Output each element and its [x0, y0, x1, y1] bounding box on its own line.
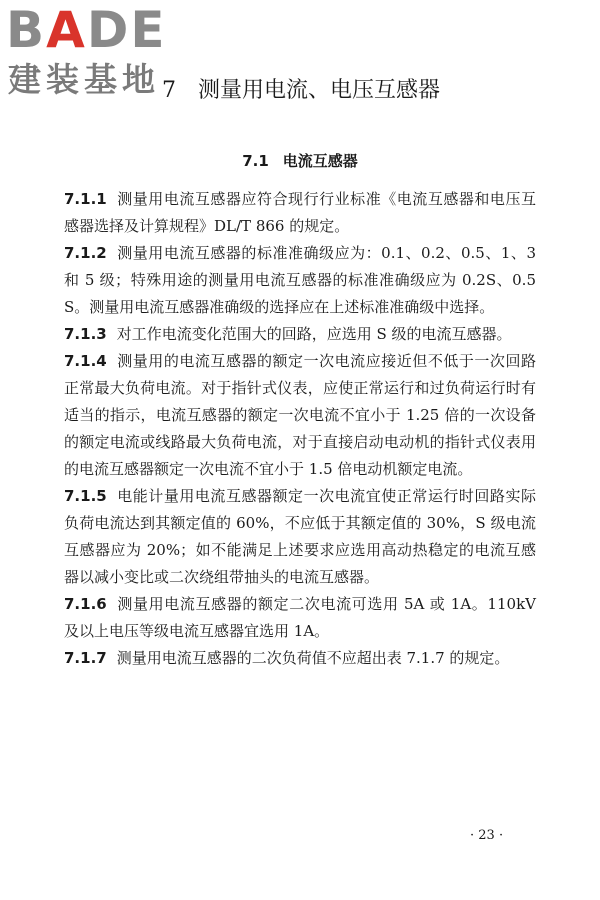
logo-letter-b: B	[6, 1, 47, 59]
clause-text: 测量用电流互感器应符合现行行业标准《电流互感器和电压互感器选择及计算规程》DL/T 866 的规定。	[64, 190, 536, 235]
clause-number: 7.1.4	[64, 352, 107, 370]
clause-number: 7.1.3	[64, 325, 107, 343]
chapter-title: 7 测量用电流、电压互感器	[162, 78, 440, 103]
clause-text: 测量用电流互感器的标准准确级应为：0.1、0.2、0.5、1、3 和 5 级；特殊用途的测量用电流互感器的标准准确级应为 0.2S、0.5S。测量用电流互感器准确级的选择应在上述标准准确级中选择。	[64, 244, 536, 316]
logo-letter-a-accent: A	[46, 1, 87, 59]
logo-wordmark	[6, 1, 167, 59]
clause-text: 测量用的电流互感器的额定一次电流应接近但不低于一次回路正常最大负荷电流。对于指针式仪表，应使正常运行和过负荷运行时有适当的指示，电流互感器的额定一次电流不宜小于 1.25 倍的一次设备的额定电流或线路最大负荷电流，对于直接启动电动机的指针式仪表用的电流互感器额定一次电流不宜小于 1.5 倍电动机额定电流。	[64, 352, 536, 478]
clause-7-1-2	[64, 240, 536, 321]
clause-7-1-1	[64, 186, 536, 240]
clause-text: 测量用电流互感器的额定二次电流可选用 5A 或 1A。110kV 及以上电压等级电流互感器宜选用 1A。	[64, 595, 536, 640]
section-number: 7.1	[242, 152, 269, 170]
clause-number: 7.1.7	[64, 649, 107, 667]
logo-subtitle: 建装基地	[8, 60, 160, 99]
bade-logo	[6, 1, 176, 100]
section-heading	[0, 150, 600, 172]
clause-text: 电能计量用电流互感器额定一次电流宜使正常运行时回路实际负荷电流达到其额定值的 60%，不应低于其额定值的 30%，S 级电流互感器应为 20%；如不能满足上述要求应选用高动热稳定的电流互感器以减小变比或二次绕组带抽头的电流互感器。	[64, 487, 536, 586]
clause-7-1-7	[64, 645, 536, 672]
clause-number: 7.1.1	[64, 190, 107, 208]
clause-text: 测量用电流互感器的二次负荷值不应超出表 7.1.7 的规定。	[116, 649, 510, 667]
section-title: 电流互感器	[282, 152, 358, 170]
clause-7-1-4	[64, 348, 536, 483]
logo-letters-de: DE	[86, 1, 167, 59]
clause-number: 7.1.5	[64, 487, 107, 505]
clause-list	[64, 186, 536, 672]
clause-7-1-5	[64, 483, 536, 591]
clause-text: 对工作电流变化范围大的回路，应选用 S 级的电流互感器。	[116, 325, 512, 343]
clause-number: 7.1.6	[64, 595, 107, 613]
clause-7-1-3	[64, 321, 536, 348]
clause-7-1-6	[64, 591, 536, 645]
clause-number: 7.1.2	[64, 244, 107, 262]
page-number: · 23 ·	[470, 828, 504, 843]
